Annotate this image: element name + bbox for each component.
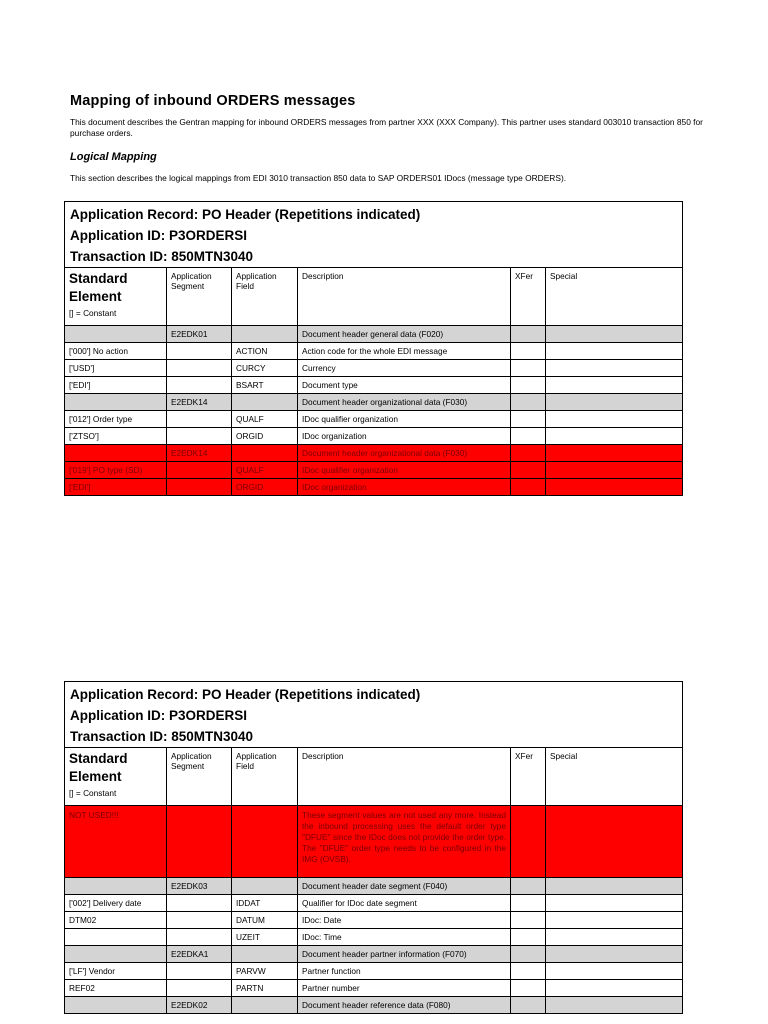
intro-paragraph: This document describes the Gentran mapping for inbound ORDERS messages from partner XXX (XXX Company). This partner uses standard 003010 transaction 850 for purchase orders. bbox=[70, 117, 703, 138]
not-used-row bbox=[65, 806, 683, 878]
special-cell bbox=[546, 929, 683, 946]
special-cell bbox=[546, 963, 683, 980]
segment-cell: E2EDK01 bbox=[167, 326, 232, 343]
column-header-xfer: XFer bbox=[511, 268, 546, 326]
segment-row bbox=[65, 326, 683, 343]
description-cell: Document header reference data (F080) bbox=[298, 997, 511, 1014]
element-cell bbox=[65, 445, 167, 462]
column-header-row bbox=[65, 268, 683, 326]
column-header-description: Description bbox=[298, 748, 511, 806]
constant-note: [] = Constant bbox=[69, 788, 117, 798]
transaction-id: Transaction ID: 850MTN3040 bbox=[70, 249, 254, 264]
column-header-special: Special bbox=[546, 748, 683, 806]
segment-row bbox=[65, 997, 683, 1014]
element-cell: REF02 bbox=[65, 980, 167, 997]
segment-cell bbox=[167, 980, 232, 997]
application-id: Application ID: P3ORDERSI bbox=[70, 708, 248, 723]
segment-cell bbox=[167, 479, 232, 496]
description-cell: IDoc organization bbox=[298, 479, 511, 496]
special-cell bbox=[546, 980, 683, 997]
field-cell: CURCY bbox=[232, 360, 298, 377]
segment-cell: E2EDKA1 bbox=[167, 946, 232, 963]
xfer-cell bbox=[511, 394, 546, 411]
xfer-cell bbox=[511, 445, 546, 462]
element-cell: ['019'] PO type (SD) bbox=[65, 462, 167, 479]
segment-cell bbox=[167, 462, 232, 479]
column-header-xfer: XFer bbox=[511, 748, 546, 806]
column-header-description: Description bbox=[298, 268, 511, 326]
field-cell bbox=[232, 326, 298, 343]
application-record: Application Record: PO Header (Repetitions indicated) bbox=[70, 207, 421, 222]
column-header-standard-element: Standard Element [] = Constant bbox=[65, 748, 167, 806]
column-header-segment: Application Segment bbox=[167, 268, 232, 326]
segment-row bbox=[65, 878, 683, 895]
segment-cell bbox=[167, 411, 232, 428]
application-record: Application Record: PO Header (Repetitions indicated) bbox=[70, 687, 421, 702]
table-row bbox=[65, 428, 683, 445]
column-header-special: Special bbox=[546, 268, 683, 326]
element-cell: ['002'] Delivery date bbox=[65, 895, 167, 912]
field-cell bbox=[232, 394, 298, 411]
column-header-standard-element: Standard Element [] = Constant bbox=[65, 268, 167, 326]
table-row bbox=[65, 912, 683, 929]
table-row bbox=[65, 980, 683, 997]
description-cell: Partner number bbox=[298, 980, 511, 997]
xfer-cell bbox=[511, 946, 546, 963]
field-cell: ORGID bbox=[232, 479, 298, 496]
field-cell: DATUM bbox=[232, 912, 298, 929]
description-cell: IDoc qualifier organization bbox=[298, 411, 511, 428]
description-cell: IDoc: Time bbox=[298, 929, 511, 946]
segment-cell bbox=[167, 912, 232, 929]
column-header-field: Application Field bbox=[232, 748, 298, 806]
field-cell: QUALF bbox=[232, 411, 298, 428]
xfer-cell bbox=[511, 878, 546, 895]
segment-cell bbox=[167, 360, 232, 377]
xfer-cell bbox=[511, 929, 546, 946]
special-cell bbox=[546, 411, 683, 428]
description-cell: Action code for the whole EDI message bbox=[298, 343, 511, 360]
segment-cell: E2EDK02 bbox=[167, 997, 232, 1014]
table-row bbox=[65, 929, 683, 946]
section-description: This section describes the logical mappings from EDI 3010 transaction 850 data to SAP ORDERS01 IDocs (message type ORDERS). bbox=[70, 173, 567, 183]
element-cell: ['ZTSO'] bbox=[65, 428, 167, 445]
special-cell bbox=[546, 912, 683, 929]
xfer-cell bbox=[511, 360, 546, 377]
field-cell bbox=[232, 997, 298, 1014]
field-cell bbox=[232, 946, 298, 963]
segment-cell bbox=[167, 895, 232, 912]
not-used-label: NOT USED!!! bbox=[65, 806, 167, 878]
element-cell bbox=[65, 878, 167, 895]
not-used-description: These segment values are not used any more. Instead the inbound processing uses the default order type "DFUE" since the IDoc does not provide the order type. The "DFUE" order type needs to be configured in the IMG (OVSB). bbox=[298, 806, 511, 878]
description-cell: Document type bbox=[298, 377, 511, 394]
description-cell: Document header partner information (F070) bbox=[298, 946, 511, 963]
field-cell: ORGID bbox=[232, 428, 298, 445]
special-cell bbox=[546, 878, 683, 895]
element-cell: ['EDI'] bbox=[65, 479, 167, 496]
constant-note: [] = Constant bbox=[69, 308, 117, 318]
special-cell bbox=[546, 895, 683, 912]
description-cell: Partner function bbox=[298, 963, 511, 980]
element-cell: ['LF'] Vendor bbox=[65, 963, 167, 980]
special-cell bbox=[546, 479, 683, 496]
field-cell: PARTN bbox=[232, 980, 298, 997]
element-cell bbox=[65, 946, 167, 963]
xfer-cell bbox=[511, 912, 546, 929]
table-header-block bbox=[65, 682, 683, 748]
field-cell: BSART bbox=[232, 377, 298, 394]
xfer-cell bbox=[511, 411, 546, 428]
special-cell bbox=[546, 394, 683, 411]
field-cell: UZEIT bbox=[232, 929, 298, 946]
special-cell bbox=[546, 445, 683, 462]
xfer-cell bbox=[511, 997, 546, 1014]
field-cell: QUALF bbox=[232, 462, 298, 479]
segment-cell bbox=[167, 377, 232, 394]
table-row bbox=[65, 445, 683, 462]
special-cell bbox=[546, 326, 683, 343]
mapping-table-2 bbox=[64, 681, 683, 1014]
xfer-cell bbox=[511, 326, 546, 343]
description-cell: Currency bbox=[298, 360, 511, 377]
element-cell bbox=[65, 394, 167, 411]
special-cell bbox=[546, 377, 683, 394]
element-cell: DTM02 bbox=[65, 912, 167, 929]
column-header-row bbox=[65, 748, 683, 806]
xfer-cell bbox=[511, 895, 546, 912]
element-cell: ['USD'] bbox=[65, 360, 167, 377]
description-cell: Document header general data (F020) bbox=[298, 326, 511, 343]
description-cell: IDoc: Date bbox=[298, 912, 511, 929]
segment-row bbox=[65, 394, 683, 411]
description-cell: Document header organizational data (F030) bbox=[298, 445, 511, 462]
table-row bbox=[65, 963, 683, 980]
segment-cell bbox=[167, 963, 232, 980]
segment-cell bbox=[167, 343, 232, 360]
field-cell bbox=[232, 445, 298, 462]
xfer-cell bbox=[511, 479, 546, 496]
transaction-id: Transaction ID: 850MTN3040 bbox=[70, 729, 254, 744]
special-cell bbox=[546, 946, 683, 963]
element-cell: ['012'] Order type bbox=[65, 411, 167, 428]
special-cell bbox=[546, 997, 683, 1014]
xfer-cell bbox=[511, 980, 546, 997]
table-row bbox=[65, 360, 683, 377]
field-cell: ACTION bbox=[232, 343, 298, 360]
table-row bbox=[65, 895, 683, 912]
special-cell bbox=[546, 360, 683, 377]
xfer-cell bbox=[511, 462, 546, 479]
description-cell: Qualifier for IDoc date segment bbox=[298, 895, 511, 912]
special-cell bbox=[546, 462, 683, 479]
description-cell: Document header date segment (F040) bbox=[298, 878, 511, 895]
xfer-cell bbox=[511, 377, 546, 394]
table-1-body bbox=[65, 326, 683, 496]
column-header-segment: Application Segment bbox=[167, 748, 232, 806]
element-cell: ['000'] No action bbox=[65, 343, 167, 360]
description-cell: Document header organizational data (F030) bbox=[298, 394, 511, 411]
segment-cell: E2EDK14 bbox=[167, 445, 232, 462]
description-cell: IDoc organization bbox=[298, 428, 511, 445]
segment-cell bbox=[167, 929, 232, 946]
field-cell bbox=[232, 878, 298, 895]
segment-cell: E2EDK14 bbox=[167, 394, 232, 411]
table-row bbox=[65, 377, 683, 394]
xfer-cell bbox=[511, 428, 546, 445]
segment-cell bbox=[167, 428, 232, 445]
segment-row bbox=[65, 946, 683, 963]
description-cell: IDoc qualifier organization bbox=[298, 462, 511, 479]
element-cell bbox=[65, 997, 167, 1014]
page-title: Mapping of inbound ORDERS messages bbox=[70, 93, 356, 109]
field-cell: PARVW bbox=[232, 963, 298, 980]
table-row bbox=[65, 462, 683, 479]
field-cell: IDDAT bbox=[232, 895, 298, 912]
table-header-block bbox=[65, 202, 683, 268]
application-id: Application ID: P3ORDERSI bbox=[70, 228, 248, 243]
element-cell: ['EDI'] bbox=[65, 377, 167, 394]
table-row bbox=[65, 479, 683, 496]
table-row bbox=[65, 411, 683, 428]
special-cell bbox=[546, 428, 683, 445]
table-2-body bbox=[65, 878, 683, 1014]
xfer-cell bbox=[511, 343, 546, 360]
element-cell bbox=[65, 326, 167, 343]
table-row bbox=[65, 343, 683, 360]
segment-cell: E2EDK03 bbox=[167, 878, 232, 895]
special-cell bbox=[546, 343, 683, 360]
mapping-table-1 bbox=[64, 201, 683, 496]
element-cell bbox=[65, 929, 167, 946]
column-header-field: Application Field bbox=[232, 268, 298, 326]
section-title: Logical Mapping bbox=[70, 151, 157, 163]
xfer-cell bbox=[511, 963, 546, 980]
